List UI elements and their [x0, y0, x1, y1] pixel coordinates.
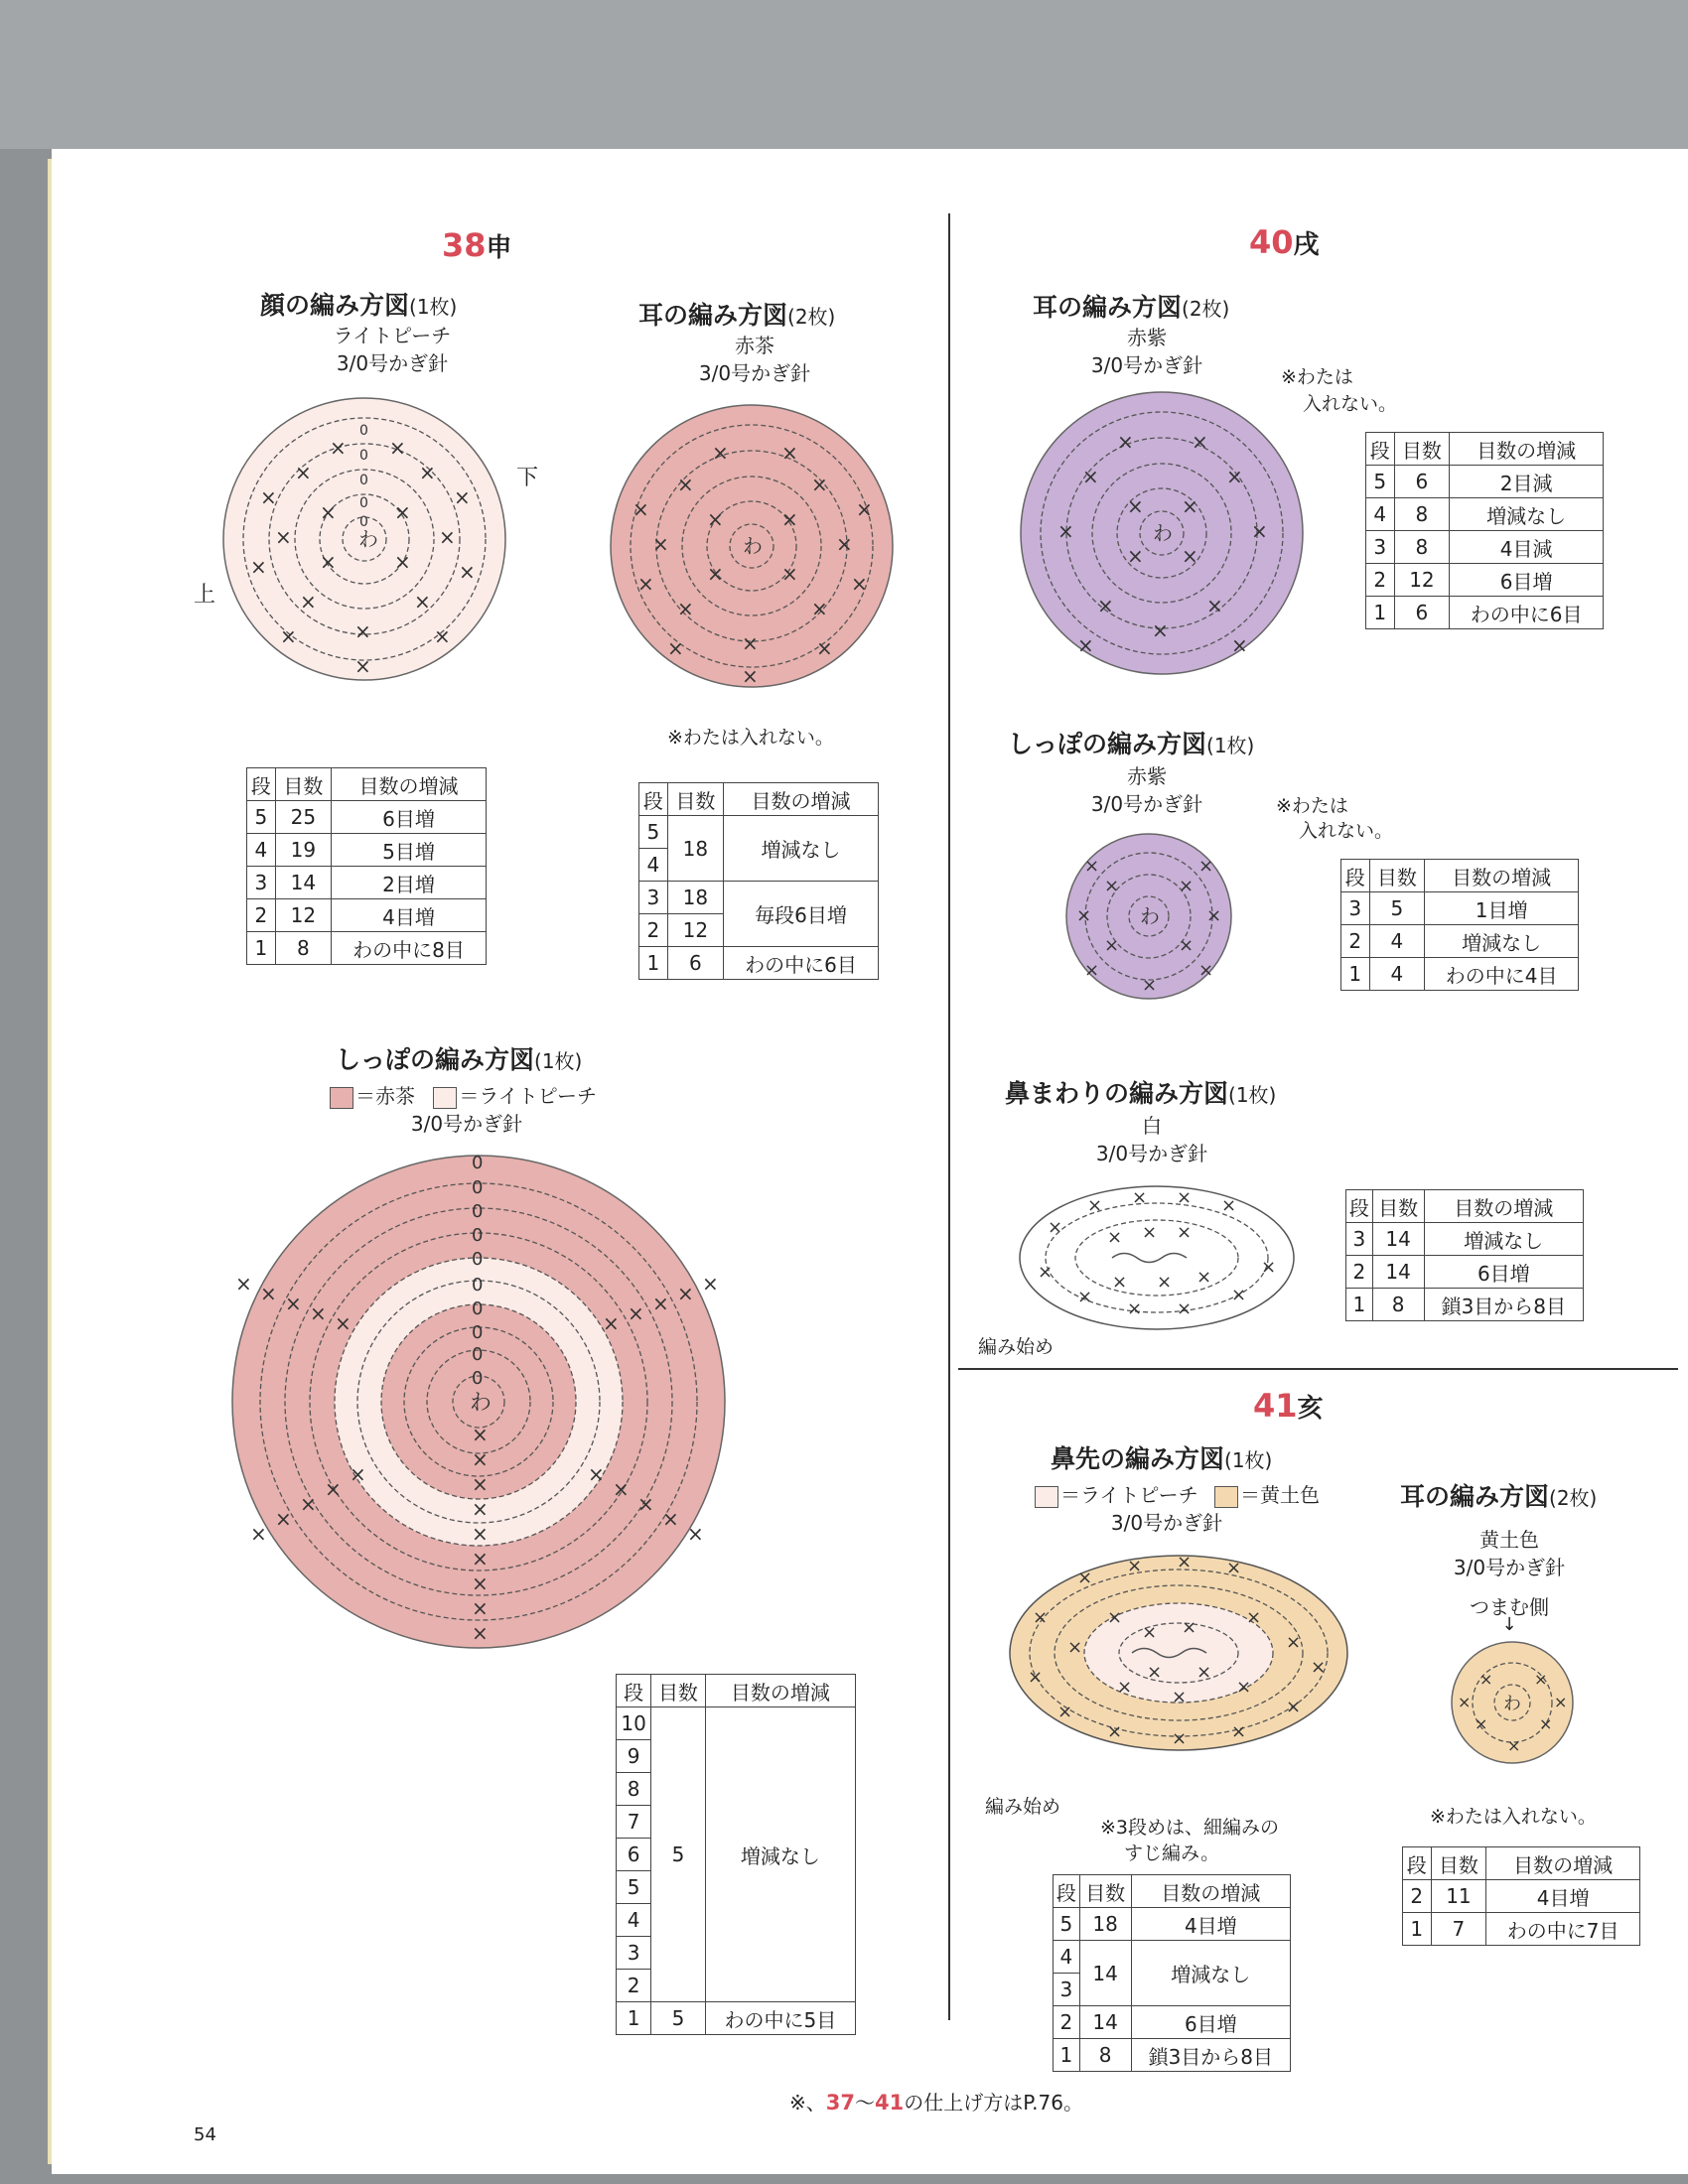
svg-text:×: ×	[1172, 1687, 1188, 1707]
svg-text:×: ×	[1198, 960, 1214, 981]
svg-text:×: ×	[275, 1507, 292, 1531]
svg-text:0: 0	[472, 1344, 484, 1365]
tail38-chart-title: しっぽの編み方図(1枚)	[336, 1045, 583, 1074]
svg-text:×: ×	[354, 654, 371, 678]
svg-text:×: ×	[472, 1621, 489, 1645]
svg-text:×: ×	[633, 497, 649, 521]
svg-text:わ: わ	[743, 534, 763, 558]
svg-text:×: ×	[320, 550, 337, 574]
svg-text:×: ×	[1057, 1702, 1073, 1722]
svg-text:×: ×	[394, 500, 411, 524]
face-stitch-diagram	[220, 395, 508, 683]
ear38-yarn: 赤茶	[735, 334, 774, 357]
svg-text:×: ×	[300, 590, 317, 614]
tail40-note-1: ※わたは	[1276, 795, 1348, 817]
svg-text:×: ×	[1127, 1556, 1143, 1576]
svg-text:×: ×	[1179, 935, 1195, 956]
ear40-stitch-diagram	[1018, 389, 1306, 677]
ear40-note-2: 入れない。	[1303, 393, 1398, 415]
svg-text:×: ×	[613, 1477, 630, 1501]
page-number: 54	[194, 2124, 216, 2145]
tail38-legend: ＝赤茶 ＝ライトピーチ	[328, 1080, 597, 1109]
svg-text:×: ×	[472, 1571, 489, 1595]
svg-text:×: ×	[250, 1522, 267, 1546]
svg-text:×: ×	[394, 550, 411, 574]
tail40-stitch-diagram	[1064, 832, 1233, 1001]
tail38-hook: 3/0号かぎ針	[410, 1112, 523, 1136]
tail40-note-2: 入れない。	[1299, 820, 1394, 842]
svg-text:×: ×	[1198, 856, 1214, 877]
svg-text:0: 0	[472, 1275, 484, 1296]
face-label-down: 下	[516, 466, 539, 490]
svg-text:×: ×	[628, 1301, 644, 1325]
svg-text:×: ×	[1251, 519, 1268, 543]
svg-text:×: ×	[335, 1311, 352, 1335]
swatch-light-peach	[1035, 1486, 1058, 1508]
svg-text:0: 0	[472, 1322, 484, 1343]
svg-text:×: ×	[472, 1447, 489, 1471]
tail40-chart-title: しっぽの編み方図(1枚)	[1008, 730, 1255, 758]
svg-text:わ: わ	[470, 1391, 492, 1416]
svg-text:×: ×	[603, 1311, 620, 1335]
svg-text:×: ×	[1033, 1607, 1049, 1628]
svg-text:×: ×	[1157, 1272, 1173, 1293]
svg-text:×: ×	[1028, 1667, 1044, 1688]
swatch-ochre	[1214, 1486, 1238, 1508]
svg-text:×: ×	[1226, 465, 1243, 488]
svg-text:×: ×	[1084, 856, 1100, 877]
svg-text:×: ×	[1177, 1187, 1193, 1208]
svg-text:×: ×	[320, 500, 337, 524]
tail40-round-table: 段 目数 目数の増減 3 5 1目増 2 4 増減なし 1 4 わの中に4目	[1340, 859, 1579, 991]
svg-text:0: 0	[359, 448, 368, 464]
ear40-round-table: 段 目数 目数の増減 5 6 2目減 4 8 増減なし 3 8 4目減 2 12 6目増 1 6 わの中に6目	[1365, 432, 1604, 629]
face-yarn: ライトピーチ	[333, 324, 452, 347]
face-hook: 3/0号かぎ針	[336, 351, 449, 375]
svg-text:×: ×	[295, 461, 312, 484]
ear40-hook: 3/0号かぎ針	[1090, 353, 1203, 377]
ear40-yarn: 赤紫	[1127, 326, 1167, 349]
svg-text:×: ×	[1048, 1217, 1063, 1238]
section-title-38: 38申	[442, 226, 512, 264]
svg-text:×: ×	[707, 562, 724, 586]
muzzle40-round-table: 段 目数 目数の増減 3 14 増減なし 2 14 6目増 1 8 鎖3目から8目	[1345, 1189, 1584, 1321]
ear41-yarn: 黄土色	[1479, 1528, 1539, 1552]
svg-text:×: ×	[667, 636, 684, 660]
svg-text:×: ×	[1107, 1607, 1123, 1628]
svg-text:×: ×	[1539, 1714, 1553, 1733]
section-divider-41	[958, 1368, 1678, 1370]
section-title-41: 41亥	[1253, 1387, 1324, 1425]
svg-text:×: ×	[637, 1492, 654, 1516]
nose41-round-table: 段 目数 目数の増減 5 18 4目増 4 14 増減なし 3 2 14 6目増 1 8 鎖3目から8目	[1053, 1874, 1291, 2072]
pinch-arrow-icon: ↓	[1501, 1614, 1517, 1635]
svg-text:×: ×	[1286, 1632, 1302, 1653]
svg-text:×: ×	[1206, 905, 1222, 926]
nose41-note-1: ※3段めは、細編みの	[1100, 1817, 1280, 1839]
svg-text:×: ×	[1206, 594, 1223, 617]
svg-text:0: 0	[472, 1249, 484, 1270]
svg-text:0: 0	[472, 1225, 484, 1246]
svg-text:わ: わ	[1503, 1694, 1521, 1714]
svg-text:×: ×	[1107, 1227, 1123, 1248]
svg-text:×: ×	[1087, 1195, 1103, 1216]
svg-text:×: ×	[1057, 519, 1074, 543]
svg-text:×: ×	[677, 1282, 694, 1305]
svg-text:×: ×	[1221, 1195, 1237, 1216]
svg-text:×: ×	[350, 1462, 366, 1486]
nose41-start: 編み始め	[985, 1796, 1061, 1818]
svg-text:0: 0	[359, 423, 368, 439]
svg-text:×: ×	[1104, 876, 1120, 896]
ear38-note: ※わたは入れない。	[667, 727, 834, 749]
svg-text:×: ×	[454, 485, 471, 509]
svg-text:×: ×	[235, 1272, 252, 1296]
ear38-chart-title: 耳の編み方図(2枚)	[638, 301, 836, 330]
svg-text:×: ×	[472, 1497, 489, 1521]
svg-text:×: ×	[1226, 1558, 1242, 1578]
nose41-hook: 3/0号かぎ針	[1110, 1511, 1223, 1535]
svg-text:×: ×	[1082, 465, 1099, 488]
svg-text:×: ×	[742, 664, 759, 688]
svg-text:×: ×	[1286, 1697, 1302, 1717]
svg-text:×: ×	[1182, 494, 1198, 518]
svg-text:0: 0	[359, 473, 368, 488]
svg-text:×: ×	[459, 560, 476, 584]
section-title-40: 40戌	[1249, 223, 1320, 261]
svg-text:×: ×	[742, 631, 759, 655]
svg-text:×: ×	[1311, 1657, 1327, 1678]
svg-text:×: ×	[1142, 975, 1158, 996]
svg-text:×: ×	[637, 572, 654, 596]
svg-text:×: ×	[1127, 544, 1144, 568]
svg-text:×: ×	[1067, 1637, 1083, 1658]
swatch-light-peach	[433, 1087, 457, 1109]
svg-text:×: ×	[1534, 1670, 1548, 1689]
svg-text:×: ×	[260, 1282, 277, 1305]
svg-text:×: ×	[1152, 618, 1169, 642]
svg-text:×: ×	[1142, 1222, 1158, 1243]
svg-text:×: ×	[1142, 1622, 1158, 1643]
svg-text:×: ×	[280, 624, 297, 648]
svg-text:×: ×	[652, 532, 669, 556]
scanner-background	[0, 0, 1688, 149]
svg-text:×: ×	[1507, 1736, 1521, 1755]
nose41-note-2: すじ編み。	[1124, 1843, 1220, 1864]
svg-text:×: ×	[1112, 1272, 1128, 1293]
svg-text:×: ×	[419, 461, 436, 484]
nose41-chart-title: 鼻先の編み方図(1枚)	[1051, 1444, 1273, 1473]
tail40-hook: 3/0号かぎ針	[1090, 792, 1203, 816]
swatch-red-brown	[330, 1087, 353, 1109]
svg-text:×: ×	[1127, 1298, 1143, 1319]
svg-text:×: ×	[712, 441, 729, 465]
svg-text:×: ×	[1038, 1262, 1054, 1283]
muzzle40-stitch-diagram	[1018, 1183, 1296, 1332]
svg-text:×: ×	[354, 619, 371, 643]
svg-text:×: ×	[1177, 1298, 1193, 1319]
svg-text:×: ×	[1261, 1257, 1277, 1278]
svg-text:×: ×	[310, 1301, 327, 1325]
footer-note: ※、37〜41の仕上げ方はP.76。	[789, 2091, 1083, 2115]
svg-text:0: 0	[472, 1368, 484, 1389]
svg-text:×: ×	[702, 1272, 719, 1296]
svg-text:×: ×	[1076, 905, 1092, 926]
svg-text:×: ×	[434, 624, 451, 648]
svg-text:×: ×	[472, 1472, 489, 1496]
ear41-hook: 3/0号かぎ針	[1453, 1556, 1566, 1579]
ear41-stitch-diagram	[1450, 1640, 1575, 1765]
svg-text:×: ×	[1097, 594, 1114, 617]
muzzle40-yarn: 白	[1142, 1114, 1162, 1138]
svg-text:×: ×	[285, 1292, 302, 1315]
svg-text:×: ×	[781, 441, 798, 465]
svg-text:×: ×	[781, 562, 798, 586]
svg-text:×: ×	[1117, 1677, 1133, 1698]
svg-text:×: ×	[1077, 1568, 1093, 1588]
nose41-legend: ＝ライトピーチ ＝黄土色	[1033, 1479, 1320, 1508]
muzzle40-hook: 3/0号かぎ針	[1095, 1142, 1208, 1165]
svg-text:×: ×	[439, 525, 456, 549]
face-chart-title: 顔の編み方図(1枚)	[260, 291, 458, 320]
svg-text:×: ×	[250, 555, 267, 579]
svg-text:×: ×	[1147, 1662, 1163, 1683]
svg-text:×: ×	[1104, 935, 1120, 956]
svg-text:×: ×	[1246, 1607, 1262, 1628]
svg-text:わ: わ	[1153, 521, 1173, 545]
svg-text:×: ×	[662, 1507, 679, 1531]
svg-text:×: ×	[811, 597, 828, 620]
svg-text:×: ×	[588, 1462, 605, 1486]
svg-text:0: 0	[472, 1298, 484, 1319]
svg-text:×: ×	[1182, 1617, 1197, 1638]
svg-text:0: 0	[472, 1177, 484, 1198]
ear38-round-table: 段 目数 目数の増減 5 18 増減なし 4 3 18 毎段6目増 2 12 1 6 わの中に6目	[638, 782, 879, 980]
svg-text:×: ×	[707, 507, 724, 531]
tail38-round-table: 段 目数 目数の増減 10 5 増減なし 9 8 7 6 5 4 3 2 1 5 わの中に5目	[616, 1674, 856, 2035]
nose41-stitch-diagram	[1008, 1554, 1350, 1752]
svg-text:×: ×	[330, 436, 347, 460]
svg-text:×: ×	[1192, 430, 1208, 454]
svg-text:×: ×	[260, 485, 277, 509]
svg-text:×: ×	[389, 436, 406, 460]
svg-text:×: ×	[472, 1522, 489, 1546]
ear41-chart-title: 耳の編み方図(2枚)	[1400, 1482, 1598, 1511]
svg-text:0: 0	[359, 514, 368, 530]
svg-text:×: ×	[1177, 1222, 1193, 1243]
svg-text:×: ×	[1458, 1693, 1472, 1711]
svg-text:0: 0	[472, 1153, 484, 1173]
ear38-hook: 3/0号かぎ針	[698, 361, 811, 385]
svg-text:×: ×	[1479, 1670, 1493, 1689]
ear40-chart-title: 耳の編み方図(2枚)	[1033, 293, 1230, 322]
section-number: 38	[442, 226, 487, 264]
svg-text:×: ×	[1554, 1693, 1568, 1711]
svg-text:×: ×	[781, 507, 798, 531]
svg-text:×: ×	[687, 1522, 704, 1546]
ear40-note-1: ※わたは	[1281, 366, 1353, 388]
svg-text:×: ×	[1196, 1267, 1212, 1288]
ear41-pinch-side: つまむ側	[1470, 1595, 1549, 1619]
svg-text:×: ×	[856, 497, 873, 521]
tail38-stitch-diagram	[230, 1154, 727, 1650]
tail40-yarn: 赤紫	[1127, 764, 1167, 788]
svg-text:×: ×	[300, 1492, 317, 1516]
ear41-round-table: 段 目数 目数の増減 2 11 4目増 1 7 わの中に7目	[1402, 1846, 1640, 1946]
svg-text:×: ×	[1179, 876, 1195, 896]
svg-text:×: ×	[851, 572, 868, 596]
svg-text:×: ×	[1236, 1677, 1252, 1698]
svg-text:×: ×	[677, 473, 694, 496]
svg-text:×: ×	[1117, 430, 1134, 454]
svg-text:×: ×	[652, 1292, 669, 1315]
svg-text:×: ×	[677, 597, 694, 620]
svg-text:×: ×	[1231, 633, 1248, 657]
svg-text:×: ×	[1475, 1714, 1488, 1733]
ear38-stitch-diagram	[608, 402, 896, 690]
svg-text:×: ×	[414, 590, 431, 614]
svg-text:×: ×	[1077, 633, 1094, 657]
svg-text:×: ×	[1084, 960, 1100, 981]
face-round-table: 段 目数 目数の増減 5 25 6目増 4 19 5目増 3 14 2目増 2 12 4目増 1 8 わの中に8目	[246, 767, 487, 965]
column-divider	[948, 213, 950, 2020]
svg-text:0: 0	[472, 1201, 484, 1222]
svg-text:×: ×	[1177, 1552, 1193, 1572]
svg-text:×: ×	[472, 1596, 489, 1620]
svg-text:×: ×	[836, 532, 853, 556]
svg-text:×: ×	[325, 1477, 342, 1501]
svg-text:×: ×	[1107, 1721, 1123, 1742]
svg-text:×: ×	[1231, 1721, 1247, 1742]
svg-text:×: ×	[1172, 1728, 1188, 1749]
svg-text:×: ×	[1132, 1187, 1148, 1208]
svg-text:×: ×	[1231, 1285, 1247, 1305]
svg-text:×: ×	[1127, 494, 1144, 518]
svg-text:×: ×	[811, 473, 828, 496]
svg-text:0: 0	[359, 495, 368, 511]
svg-text:×: ×	[1196, 1662, 1212, 1683]
ear41-note: ※わたは入れない。	[1430, 1806, 1597, 1828]
svg-text:×: ×	[1077, 1287, 1093, 1307]
svg-text:×: ×	[275, 525, 292, 549]
muzzle40-chart-title: 鼻まわりの編み方図(1枚)	[1005, 1079, 1277, 1108]
svg-text:×: ×	[472, 1423, 489, 1446]
muzzle40-start: 編み始め	[978, 1336, 1055, 1358]
ring-label: わ	[358, 527, 378, 551]
svg-text:わ: わ	[1140, 904, 1160, 928]
svg-text:×: ×	[816, 636, 833, 660]
svg-text:×: ×	[472, 1547, 489, 1570]
svg-text:×: ×	[1182, 544, 1198, 568]
face-label-up: 上	[194, 583, 216, 608]
